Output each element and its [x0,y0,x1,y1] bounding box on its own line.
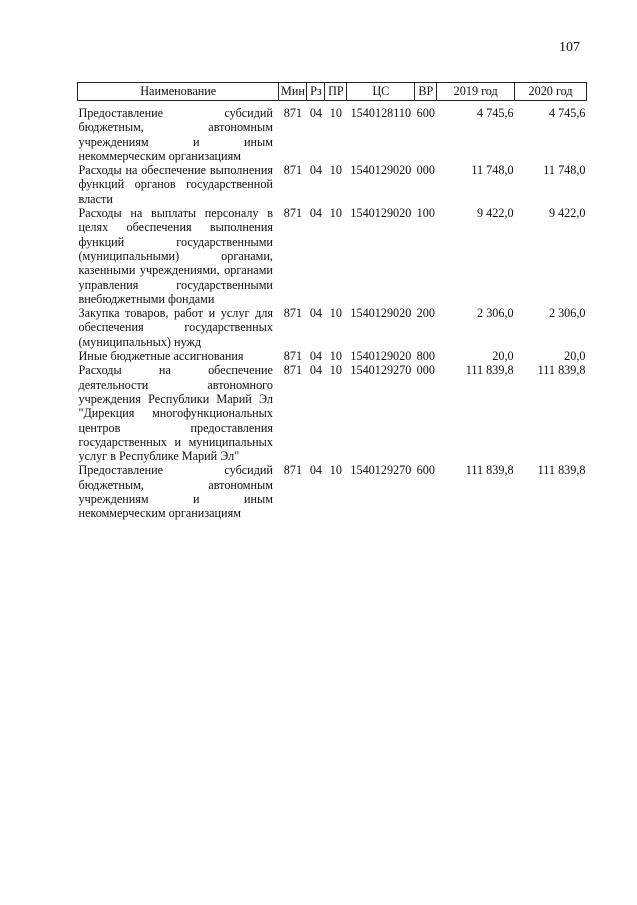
row-vr-cell: 000 [416,163,435,178]
row-pr-cell: 10 [329,306,342,321]
header-name: Наименование [78,83,279,101]
row-2019-cell: 111 839,8 [465,463,514,478]
row-cs-cell: 1540129270 [350,463,412,478]
row-pr-cell: 10 [329,463,342,478]
row-cs-cell: 1540129020 [350,206,412,221]
header-vr: ВР [415,83,437,101]
row-pr-cell: 10 [329,106,342,120]
row-rz-cell: 04 [309,206,323,221]
row-cs-cell: 1540128110 [350,106,412,120]
row-min-cell: 871 [283,106,303,120]
table-row [78,163,587,206]
row-min-cell: 871 [283,206,303,221]
row-min-cell: 871 [283,163,303,178]
row-2019-cell: 11 748,0 [471,163,514,178]
row-2020-cell: 11 748,0 [543,163,586,178]
row-vr-cell: 600 [416,106,435,120]
header-2019: 2019 год [437,83,515,101]
row-cs-cell: 1540129020 [350,163,412,178]
row-2019-cell: 9 422,0 [477,206,514,221]
header-cs: ЦС [347,83,415,101]
row-2020-cell: 111 839,8 [537,363,586,378]
header-rz: Рз [307,83,325,101]
table-body [78,106,587,521]
row-vr-cell: 200 [416,306,435,321]
row-2020-cell: 20,0 [564,349,586,364]
row-2020-cell: 4 745,6 [548,106,586,120]
row-rz-cell: 04 [309,349,323,364]
row-vr-cell: 000 [416,363,435,378]
row-rz-cell: 04 [309,106,323,120]
page-number: 107 [559,40,580,55]
table-row [78,363,587,463]
table-row [78,306,587,349]
row-pr-cell: 10 [329,363,342,378]
row-rz-cell: 04 [309,306,323,321]
row-2020-cell: 111 839,8 [537,463,586,478]
row-min-cell: 871 [283,363,303,378]
row-name-cell: Предоставление субсидий бюджетным, автономным учреждениям и иным некоммерческим организациям [78,106,273,163]
row-cs-cell: 1540129270 [350,363,412,378]
row-2019-cell: 20,0 [492,349,514,364]
budget-table [77,82,587,521]
row-pr-cell: 10 [329,349,342,364]
row-2019-cell: 111 839,8 [465,363,514,378]
row-cs-cell: 1540129020 [350,349,412,364]
row-min-cell: 871 [283,349,303,364]
row-rz-cell: 04 [309,163,323,178]
row-vr-cell: 800 [416,349,435,364]
row-name-cell: Расходы на обеспечение деятельности автономного учреждения Республики Марий Эл "Дирекция многофункциональных центров предоставления государственных и муниципальных услуг в Республике Марий Эл" [78,363,273,464]
row-pr-cell: 10 [329,206,342,221]
header-2020: 2020 год [515,83,587,101]
row-vr-cell: 600 [416,463,435,478]
row-pr-cell: 10 [329,163,342,178]
table-row [78,206,587,306]
row-name-cell: Иные бюджетные ассигнования [78,349,244,364]
row-2019-cell: 2 306,0 [477,306,514,321]
table-row [78,106,587,163]
row-cs-cell: 1540129020 [350,306,412,321]
row-rz-cell: 04 [309,363,323,378]
row-name-cell: Расходы на выплаты персоналу в целях обеспечения выполнения функций государственными (муниципальными) органами, казенными учреждениями, органами управления государственными внебюджетными фондами [78,206,273,306]
table-header-row [78,83,587,101]
row-2020-cell: 2 306,0 [548,306,586,321]
row-vr-cell: 100 [416,206,435,221]
table-row [78,349,587,363]
row-min-cell: 871 [283,306,303,321]
header-min: Мин [279,83,307,101]
row-name-cell: Расходы на обеспечение выполнения функций органов государственной власти [78,163,273,206]
row-2019-cell: 4 745,6 [477,106,514,120]
row-min-cell: 871 [283,463,303,478]
table-row [78,463,587,520]
row-name-cell: Закупка товаров, работ и услуг для обеспечения государственных (муниципальных) нужд [78,306,273,349]
row-2020-cell: 9 422,0 [548,206,586,221]
row-name-cell: Предоставление субсидий бюджетным, автономным учреждениям и иным некоммерческим организациям [78,463,273,521]
header-pr: ПР [325,83,347,101]
row-rz-cell: 04 [309,463,323,478]
